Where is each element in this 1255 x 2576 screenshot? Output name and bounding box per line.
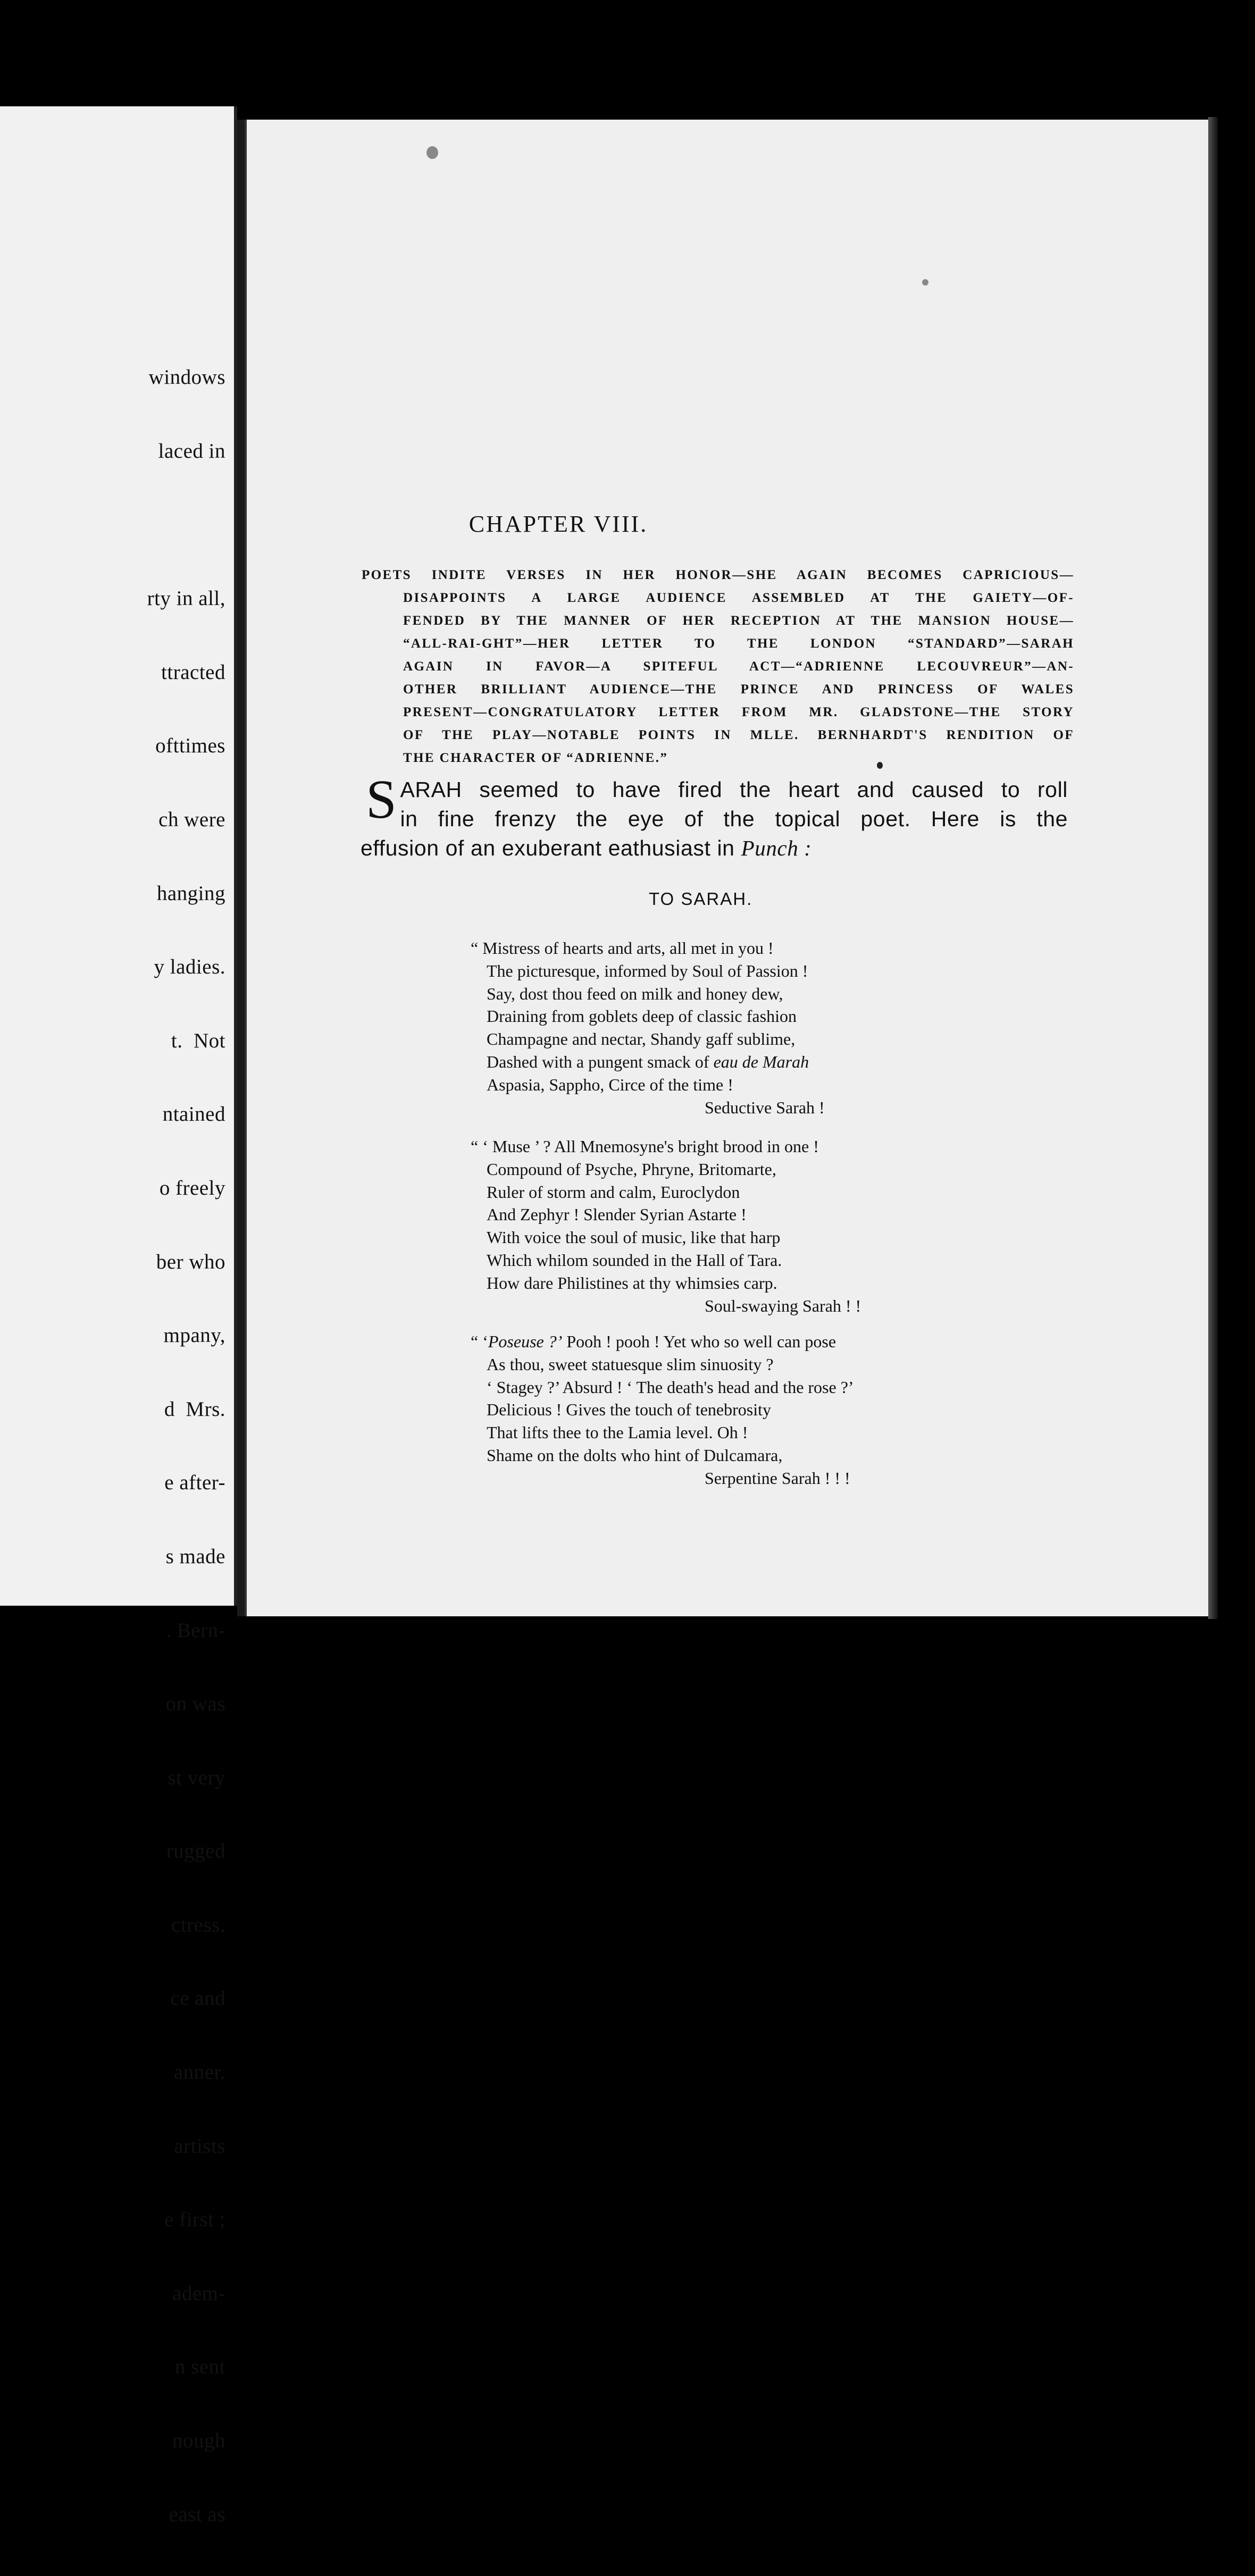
- intro-line: [366, 775, 1068, 804]
- verse-line: Compound of Psyche, Phryne, Britomarte,: [487, 1159, 776, 1179]
- left-line: t. Not: [171, 1029, 225, 1052]
- verse-line: Aspasia, Sappho, Circe of the time !: [487, 1075, 733, 1094]
- verse-refrain: Seductive Sarah !: [705, 1097, 825, 1117]
- synopsis-line: OTHER BRILLIANT AUDIENCE—THE PRINCE AND PRINCESS OF WALES: [403, 682, 1074, 697]
- intro-line: in fine frenzy the eye of the topical poet. Here is the: [400, 807, 1068, 831]
- intro-line: [361, 834, 1068, 863]
- synopsis-line: THE CHARACTER OF “ADRIENNE.”: [403, 751, 668, 765]
- left-line: mpany,: [163, 1324, 225, 1347]
- verse-line: [471, 1330, 854, 1353]
- left-line: on was: [165, 1692, 225, 1716]
- left-page-text: [147, 316, 225, 2576]
- poem-title: TO SARAH.: [649, 889, 753, 909]
- verse-line: “ ‘ Muse ’ ? All Mnemosyne's bright brood in one !: [471, 1137, 819, 1156]
- intro-paragraph: [361, 769, 1068, 863]
- left-line: ce and: [170, 1987, 225, 2010]
- poem-stanza-1: [471, 937, 825, 1119]
- left-line: windows: [148, 366, 225, 389]
- left-line: d Mrs.: [164, 1397, 225, 1421]
- left-line: e after-: [164, 1471, 225, 1495]
- left-line: east as: [169, 2503, 225, 2526]
- verse-refrain: Serpentine Sarah ! ! !: [705, 1468, 850, 1488]
- left-line: e first ;: [164, 2208, 225, 2231]
- verse-line: “ Mistress of hearts and arts, all met in you !: [471, 938, 774, 958]
- left-line: laced in: [158, 440, 225, 463]
- poem-stanza-2: [471, 1135, 861, 1317]
- intro-line3-italic: Punch :: [741, 836, 812, 860]
- verse-line: Draining from goblets deep of classic fashion: [487, 1006, 797, 1026]
- verse-line-text: Dashed with a pungent smack of: [487, 1052, 714, 1071]
- verse-line: The picturesque, informed by Soul of Passion !: [487, 961, 808, 980]
- left-line: ctress.: [171, 1913, 225, 1936]
- verse-line: Shame on the dolts who hint of Dulcamara,: [487, 1445, 783, 1465]
- intro-line1-text: seemed to have fired the heart and caused to roll: [462, 777, 1068, 802]
- intro-line3-text: effusion of an exuberant eathusiast in: [361, 836, 741, 860]
- left-line: st very: [168, 1766, 225, 1789]
- page-edge: [1208, 117, 1218, 1619]
- synopsis-line: DISAPPOINTS A LARGE AUDIENCE ASSEMBLED AT THE GAIETY—OF-: [403, 591, 1074, 605]
- synopsis-line: OF THE PLAY—NOTABLE POINTS IN MLLE. BERNHARDT'S RENDITION OF: [403, 728, 1074, 742]
- synopsis-line: “ALL-RAI-GHT”—HER LETTER TO THE LONDON “STANDARD”—SARAH: [403, 636, 1074, 651]
- left-line: n sent: [174, 2355, 225, 2379]
- verse-line: Champagne and nectar, Shandy gaff sublime,: [487, 1029, 796, 1049]
- verse-line: ‘ Stagey ?’ Absurd ! ‘ The death's head and the rose ?’: [487, 1377, 854, 1397]
- verse-line: How dare Philistines at thy whimsies carp.: [487, 1273, 777, 1293]
- left-line: ttracted: [161, 660, 225, 684]
- verse-line: Which whilom sounded in the Hall of Tara.: [487, 1250, 782, 1270]
- verse-open-quote: “ ‘: [471, 1332, 488, 1351]
- left-line: . Bern-: [166, 1618, 225, 1642]
- verse-line: Delicious ! Gives the touch of tenebrosity: [487, 1400, 771, 1420]
- verse-line: As thou, sweet statuesque slim sinuosity ?: [487, 1354, 774, 1374]
- left-line: adem-: [172, 2281, 225, 2305]
- left-line: o freely: [159, 1176, 225, 1199]
- verse-line-text: Pooh ! pooh ! Yet who so well can pose: [562, 1332, 836, 1351]
- chapter-synopsis: [362, 564, 1074, 769]
- left-line: rty in all,: [147, 587, 225, 610]
- left-page: [0, 106, 237, 2526]
- left-line: nough: [172, 2429, 225, 2453]
- dust-speck: [426, 146, 438, 159]
- book-gutter: [237, 120, 245, 1616]
- verse-line: And Zephyr ! Slender Syrian Astarte !: [487, 1205, 747, 1224]
- verse-line: That lifts thee to the Lamia level. Oh !: [487, 1423, 748, 1442]
- left-line: ntained: [162, 1103, 225, 1126]
- dust-speck: [922, 279, 928, 286]
- left-line: anner.: [173, 2061, 225, 2084]
- verse-line: [471, 1051, 825, 1073]
- verse-refrain: Soul-swaying Sarah ! !: [705, 1296, 861, 1315]
- left-line: ber who: [156, 1250, 225, 1273]
- chapter-title: CHAPTER VIII.: [468, 511, 648, 537]
- left-line: ofttimes: [155, 734, 225, 758]
- verse-line: Say, dost thou feed on milk and honey dew,: [487, 984, 783, 1003]
- synopsis-line: PRESENT—CONGRATULATORY LETTER FROM MR. GLADSTONE—THE STORY: [403, 705, 1074, 719]
- verse-line-italic: Poseuse ?’: [488, 1332, 563, 1351]
- left-line: artists: [174, 2134, 225, 2158]
- verse-line: Ruler of storm and calm, Euroclydon: [487, 1182, 740, 1202]
- verse-line: With voice the soul of music, like that harp: [487, 1228, 781, 1247]
- drop-cap: S: [366, 769, 397, 830]
- verse-line-italic: eau de Marah: [713, 1052, 809, 1071]
- intro-first-word: ARAH: [400, 777, 462, 802]
- synopsis-line: AGAIN IN FAVOR—A SPITEFUL ACT—“ADRIENNE LECOUVREUR”—AN-: [403, 659, 1074, 674]
- left-line: hanging: [156, 882, 225, 905]
- poem-stanza-3: [471, 1330, 854, 1490]
- synopsis-line: FENDED BY THE MANNER OF HER RECEPTION AT THE MANSION HOUSE—: [403, 614, 1074, 628]
- left-line: y ladies.: [154, 955, 225, 979]
- synopsis-line: POETS INDITE VERSES IN HER HONOR—SHE AGAIN BECOMES CAPRICIOUS—: [362, 568, 1074, 582]
- left-line: rugged: [166, 1840, 225, 1863]
- left-line: ch were: [158, 808, 225, 831]
- left-line: s made: [165, 1545, 225, 1568]
